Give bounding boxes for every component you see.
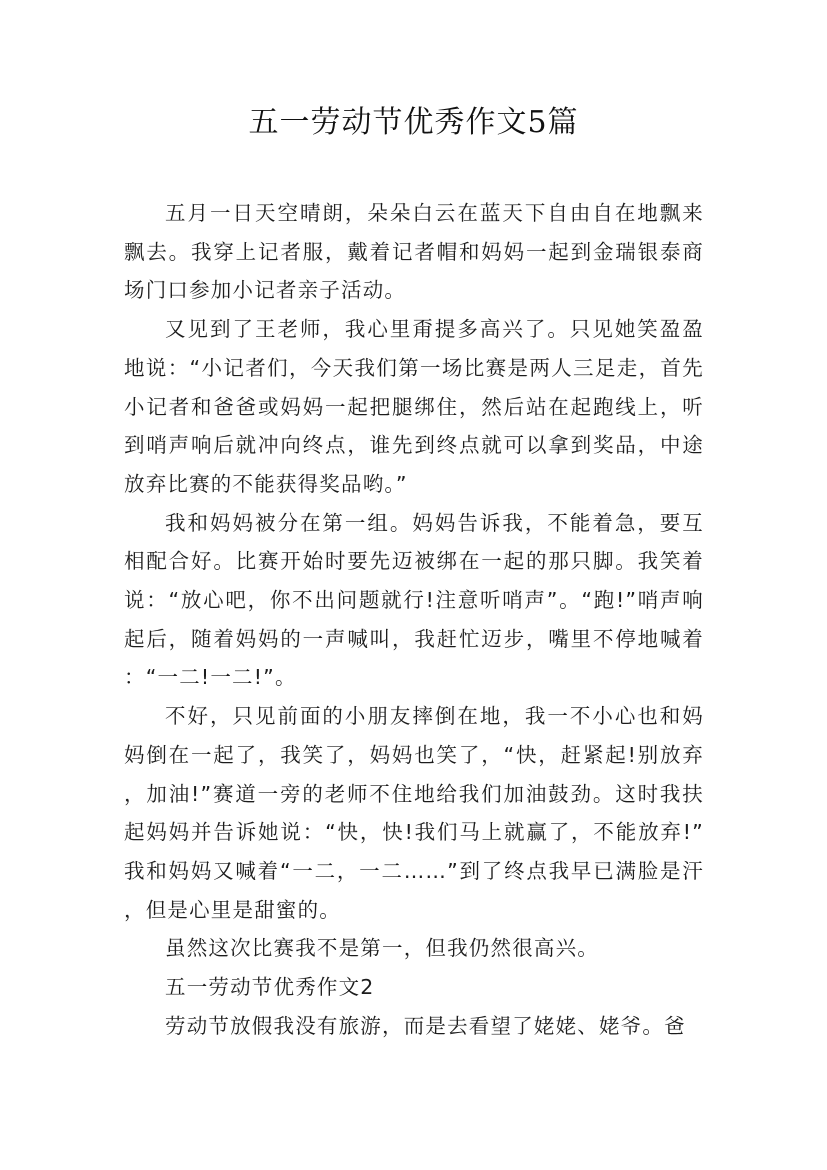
paragraph-1: 五月一日天空晴朗，朵朵白云在蓝天下自由自在地飘来飘去。我穿上记者服，戴着记者帽和妈妈一起到金瑞银泰商场门口参加小记者亲子活动。 xyxy=(124,201,704,303)
paragraph-5: 虽然这次比赛我不是第一，但我仍然很高兴。 xyxy=(165,936,599,961)
section-heading: 五一劳动节优秀作文2 xyxy=(165,975,375,1000)
paragraph-4: 不好，只见前面的小朋友摔倒在地，我一不小心也和妈妈倒在一起了，我笑了，妈妈也笑了，“快，赶紧起!别放弃，加油!”赛道一旁的老师不住地给我们加油鼓劲。这时我扶起妈妈并告诉她说：“快，快!我们马上就赢了，不能放弃!”我和妈妈又喊着“一二，一二……”到了终点我早已满脸是汗，但是心里是甜蜜的。 xyxy=(124,704,704,922)
document-body xyxy=(124,194,704,1045)
paragraph-2: 又见到了王老师，我心里甭提多高兴了。只见她笑盈盈地说：“小记者们，今天我们第一场比赛是两人三足走，首先小记者和爸爸或妈妈一起把腿绑住，然后站在起跑线上，听到哨声响后就冲向终点，谁先到终点就可以拿到奖品，中途放弃比赛的不能获得奖品哟。” xyxy=(124,317,704,496)
document-title: 五一劳动节优秀作文5篇 xyxy=(248,105,579,140)
paragraph-6: 劳动节放假我没有旅游，而是去看望了姥姥、姥爷。爸 xyxy=(165,1013,686,1038)
paragraph-3: 我和妈妈被分在第一组。妈妈告诉我，不能着急，要互相配合好。比赛开始时要先迈被绑在一起的那只脚。我笑着说：“放心吧，你不出问题就行!注意听哨声”。“跑!”哨声响起后，随着妈妈的一声喊叫，我赶忙迈步，嘴里不停地喊着：“一二!一二!”。 xyxy=(124,510,704,690)
